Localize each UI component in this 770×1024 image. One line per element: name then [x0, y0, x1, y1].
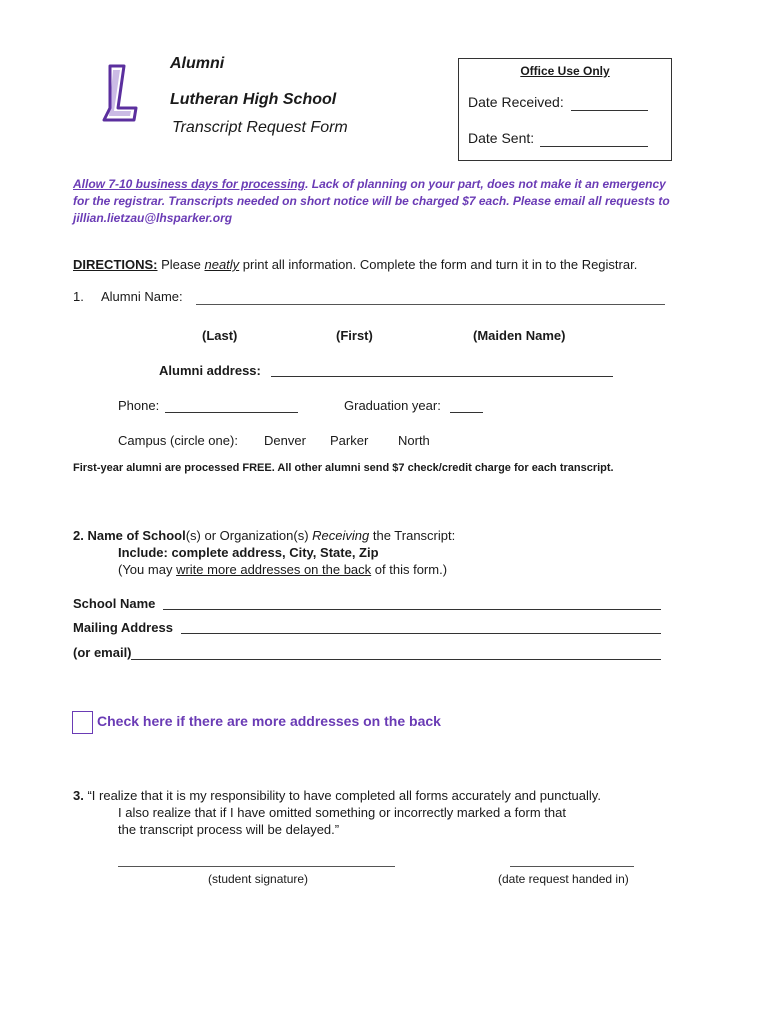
school-name-title: Lutheran High School	[170, 91, 337, 108]
note-text-start: (You may	[118, 562, 177, 577]
section-2-heading-bold: Name of School	[87, 528, 186, 543]
alumni-address-label: Alumni address:	[159, 363, 261, 378]
graduation-year-field[interactable]	[450, 412, 483, 413]
mailing-address-field[interactable]	[181, 633, 661, 634]
campus-option-north[interactable]: North	[398, 433, 430, 448]
caption-first: (First)	[336, 328, 373, 343]
note-text-end: of this form.)	[371, 562, 448, 577]
office-use-heading: Office Use Only	[520, 64, 610, 78]
note-underlined-text: write more addresses on the back	[176, 562, 372, 577]
form-subtitle: Transcript Request Form	[172, 119, 348, 136]
acknowledgement-text-1: “I realize that it is my responsibility to have completed all forms accurately and punctually.	[83, 788, 601, 803]
school-name-field[interactable]	[163, 609, 661, 610]
directions-label: DIRECTIONS:	[73, 257, 158, 272]
section-2-heading-end: the Transcript:	[369, 528, 456, 543]
acknowledgement-line-2: I also realize that if I have omitted something or incorrectly marked a form that	[118, 805, 566, 820]
date-handed-in-caption: (date request handed in)	[498, 872, 629, 886]
processing-notice	[73, 176, 683, 227]
more-addresses-label[interactable]: Check here if there are more addresses on the back	[97, 713, 441, 729]
graduation-year-label: Graduation year:	[344, 398, 441, 413]
phone-field[interactable]	[165, 412, 298, 413]
processing-time-text: Allow 7-10 business days for processing	[73, 177, 306, 191]
directions-emphasis: neatly	[204, 257, 240, 272]
notice-rest-text: . Lack of planning on your part, does not make it an emergency for the registrar. Transcripts needed on short notice will be charged $7 each. Please email all requests to jillian.lietzau@lhsparker.org	[73, 177, 670, 225]
section-2-heading-text: (s) or Organization(s)	[185, 528, 313, 543]
campus-option-parker[interactable]: Parker	[330, 433, 369, 448]
back-addresses-note	[118, 562, 447, 577]
date-received-label: Date Received:	[468, 94, 564, 110]
email-field[interactable]	[131, 659, 661, 660]
campus-label: Campus (circle one):	[118, 433, 238, 448]
alumni-name-field[interactable]	[196, 304, 665, 305]
directions-text-end: print all information. Complete the form and turn it in to the Registrar.	[239, 257, 638, 272]
phone-label: Phone:	[118, 398, 160, 413]
date-received-line[interactable]	[571, 110, 648, 111]
email-label: (or email)	[73, 645, 132, 660]
directions-text: Please	[157, 257, 205, 272]
include-instructions: Include: complete address, City, State, Zip	[118, 545, 379, 560]
form-title-alumni: Alumni	[170, 55, 225, 72]
alumni-name-label: Alumni Name:	[101, 289, 183, 304]
school-name-label: School Name	[73, 596, 156, 611]
section-1-number: 1.	[73, 289, 84, 304]
section-2-heading-italic: Receiving	[312, 528, 370, 543]
mailing-address-label: Mailing Address	[73, 620, 173, 635]
section-2-number: 2.	[73, 528, 84, 543]
school-logo	[100, 64, 140, 122]
alumni-address-field[interactable]	[271, 376, 613, 377]
caption-last: (Last)	[202, 328, 238, 343]
caption-maiden-name: (Maiden Name)	[473, 328, 566, 343]
date-sent-label: Date Sent:	[468, 130, 535, 146]
student-signature-caption: (student signature)	[208, 872, 309, 886]
section-3-number: 3.	[73, 788, 84, 803]
acknowledgement-line-1	[73, 788, 601, 803]
acknowledgement-line-3: the transcript process will be delayed.”	[118, 822, 340, 837]
student-signature-field[interactable]	[118, 866, 395, 867]
date-sent-line[interactable]	[540, 146, 648, 147]
office-use-box	[458, 58, 672, 161]
campus-option-denver[interactable]: Denver	[264, 433, 306, 448]
section-2-heading	[73, 528, 455, 543]
directions	[73, 257, 637, 272]
more-addresses-checkbox[interactable]	[72, 711, 93, 734]
fee-note: First-year alumni are processed FREE. All other alumni send $7 check/credit charge for each transcript.	[73, 462, 614, 474]
date-handed-in-field[interactable]	[510, 866, 634, 867]
